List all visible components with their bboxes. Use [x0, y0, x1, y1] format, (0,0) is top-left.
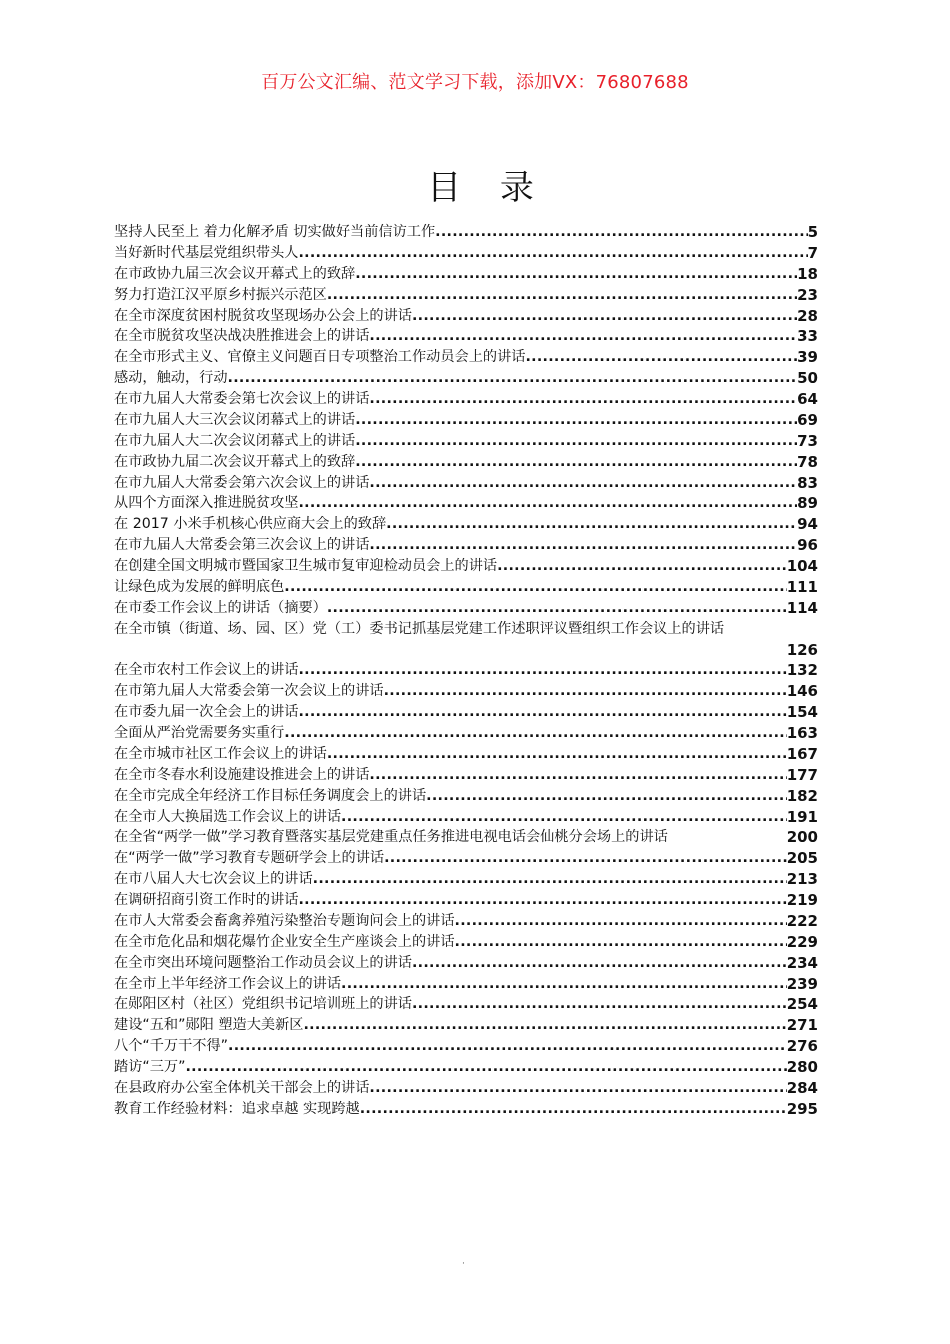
toc-entry[interactable]	[114, 556, 818, 577]
toc-entry-title: 八个“千万干不得”	[114, 1038, 229, 1055]
toc-entry-title: 在创建全国文明城市暨国家卫生城市复审迎检动员会上的讲话	[114, 558, 498, 574]
toc-entry-page: 191	[786, 807, 818, 826]
toc-entry-page: 73	[797, 431, 818, 450]
toc-entry[interactable]	[114, 431, 818, 452]
toc-leader-dots	[228, 1036, 787, 1057]
toc-entry-title: 在全市上半年经济工作会议上的讲话	[114, 975, 342, 992]
toc-entry-title: 在全市脱贫攻坚决战决胜推进会上的讲话	[114, 328, 370, 345]
toc-entry-title: 在郧阳区村（社区）党组织书记培训班上的讲话	[114, 996, 412, 1013]
toc-entry-page: 167	[786, 744, 818, 763]
toc-entry-page: 126	[786, 640, 818, 659]
toc-entry[interactable]	[114, 410, 818, 431]
toc-entry[interactable]	[114, 326, 818, 347]
toc-entry-page: 254	[786, 995, 818, 1014]
toc-leader-dots	[298, 890, 786, 911]
toc-leader-dots	[228, 368, 798, 389]
toc-leader-dots	[284, 577, 786, 598]
toc-leader-dots	[327, 598, 787, 619]
toc-entry-title: 在市八届人大七次会议上的讲话	[114, 871, 313, 888]
toc-entry[interactable]	[114, 619, 818, 661]
toc-entry-page: 5	[807, 223, 818, 241]
toc-entry-title: 在市九届人大常委会第六次会议上的讲话	[114, 474, 370, 491]
toc-leader-dots	[355, 410, 797, 431]
toc-entry-title: 在市九届人大常委会第七次会议上的讲话	[114, 391, 370, 407]
toc-entry[interactable]	[114, 1036, 818, 1057]
toc-leader-dots	[369, 473, 797, 494]
toc-entry-page: 7	[807, 243, 818, 262]
toc-entry[interactable]	[114, 890, 818, 911]
toc-entry-title: 踏访“三万”	[114, 1059, 186, 1075]
toc-entry-title: 在市九届人大三次会议闭幕式上的讲话	[114, 411, 356, 428]
toc-entry-page: 280	[786, 1058, 818, 1076]
toc-leader-dots	[525, 347, 797, 368]
toc-entry-page: 146	[786, 682, 818, 701]
toc-entry[interactable]	[114, 452, 818, 473]
toc-entry-page: 163	[786, 724, 818, 742]
toc-entry-title: 在“两学一做”学习教育专题研学会上的讲话	[114, 850, 385, 867]
toc-leader-dots	[360, 1099, 787, 1120]
toc-entry[interactable]	[114, 974, 818, 995]
toc-leader-dots	[327, 285, 797, 306]
toc-leader-dots	[369, 326, 797, 347]
toc-entry-page: 89	[797, 494, 818, 513]
toc-leader-dots	[384, 681, 787, 702]
toc-entry[interactable]	[114, 807, 818, 828]
toc-entry[interactable]	[114, 493, 818, 514]
toc-leader-dots	[355, 431, 797, 452]
toc-leader-dots	[369, 765, 786, 786]
toc-entry-page: 271	[786, 1016, 818, 1035]
toc-entry-page: 111	[786, 577, 818, 596]
toc-entry-title: 努力打造江汉平原乡村振兴示范区	[114, 286, 327, 303]
toc-entry-title: 在全市深度贫困村脱贫攻坚现场办公会上的讲话	[114, 307, 412, 324]
toc-entry-title: 在全市突出环境问题整治工作动员会议上的讲话	[114, 954, 412, 971]
promo-header: 百万公文汇编、范文学习下载，添加VX：76807688	[261, 72, 689, 93]
toc-entry[interactable]	[114, 953, 818, 974]
toc-entry-title: 在市委工作会议上的讲话（摘要）	[114, 599, 327, 616]
toc-entry[interactable]	[114, 932, 818, 953]
toc-entry-page: 18	[797, 264, 818, 283]
toc-leader-dots	[298, 702, 786, 723]
toc-entry-title: 教育工作经验材料：追求卓越 实现跨越	[114, 1100, 360, 1117]
toc-entry[interactable]	[114, 577, 818, 598]
toc-entry[interactable]	[114, 514, 818, 535]
toc-entry-page: 39	[797, 348, 818, 367]
toc-entry-title: 坚持人民至上 着力化解矛盾 切实做好当前信访工作	[114, 224, 436, 240]
toc-entry-title: 在调研招商引资工作时的讲话	[114, 892, 299, 908]
toc-entry[interactable]	[114, 306, 818, 327]
toc-entry-page: 213	[786, 870, 818, 889]
page-footer-mark: ·	[462, 1259, 465, 1269]
toc-entry-page: 284	[786, 1078, 818, 1097]
toc-entry-page: 229	[786, 932, 818, 951]
toc-entry[interactable]	[114, 1078, 818, 1099]
toc-entry-page: 23	[797, 285, 818, 304]
toc-leader-dots	[435, 222, 807, 243]
toc-entry-page: 28	[797, 306, 818, 325]
toc-leader-dots	[298, 660, 786, 681]
toc-entry[interactable]	[114, 911, 818, 932]
toc-entry-page: 222	[786, 911, 818, 930]
toc-leader-dots	[369, 389, 797, 410]
toc-entry-page: 295	[786, 1099, 818, 1118]
toc-entry-page: 205	[786, 849, 818, 868]
toc-entry[interactable]	[114, 681, 818, 702]
toc-entry-title: 在市人大常委会畜禽养殖污染整治专题询问会上的讲话	[114, 912, 455, 929]
toc-entry[interactable]	[114, 222, 818, 243]
toc-title: 目 录	[427, 168, 548, 208]
toc-entry-title: 在全市人大换届选工作会议上的讲话	[114, 808, 342, 825]
toc-entry-page: 104	[786, 557, 818, 575]
toc-entry[interactable]	[114, 598, 818, 619]
toc-entry-title: 感动，触动，行动	[114, 370, 228, 387]
toc-entry[interactable]	[114, 264, 818, 285]
toc-leader-dots	[386, 514, 797, 535]
toc-entry[interactable]	[114, 723, 818, 744]
toc-entry[interactable]	[114, 827, 818, 848]
toc-entry-page: 33	[797, 327, 818, 346]
toc-entry[interactable]	[114, 848, 818, 869]
toc-entry-title: 在全市危化品和烟花爆竹企业安全生产座谈会上的讲话	[114, 933, 455, 950]
toc-entry-title: 全面从严治党需要务实重行	[114, 725, 285, 741]
toc-leader-dots	[298, 243, 807, 264]
toc-entry[interactable]	[114, 1099, 818, 1120]
toc-entry[interactable]	[114, 660, 818, 681]
toc-leader-dots	[355, 452, 797, 473]
toc-entry-title: 在市九届人大常委会第三次会议上的讲话	[114, 537, 370, 554]
toc-entry[interactable]	[114, 535, 818, 556]
toc-entry[interactable]	[114, 869, 818, 890]
toc-entry[interactable]	[114, 473, 818, 494]
toc-entry[interactable]	[114, 786, 818, 807]
toc-entry-page: 239	[786, 974, 818, 993]
toc-entry-title: 在全市形式主义、官僚主义问题百日专项整治工作动员会上的讲话	[114, 349, 526, 366]
toc-leader-dots	[369, 1078, 786, 1099]
toc-entry-page: 234	[786, 953, 818, 972]
toc-leader-dots	[327, 744, 787, 765]
toc-entry-title: 当好新时代基层党组织带头人	[114, 244, 299, 261]
toc-entry-page: 200	[786, 828, 818, 847]
toc-leader-dots	[313, 869, 787, 890]
toc-leader-dots	[455, 932, 787, 953]
toc-entry-title: 让绿色成为发展的鲜明底色	[114, 578, 285, 595]
toc-entry-title: 在全省“两学一做”学习教育暨落实基层党建重点任务推进电视电话会仙桃分会场上的讲话	[114, 829, 668, 846]
toc-entry-title: 在市政协九届二次会议开幕式上的致辞	[114, 453, 356, 470]
toc-entry-page: 154	[786, 703, 818, 722]
toc-entry-page: 50	[797, 369, 818, 388]
toc-entry-page: 64	[797, 390, 818, 408]
toc-leader-dots	[412, 306, 797, 327]
toc-entry[interactable]	[114, 368, 818, 389]
toc-entry-title: 在全市冬春水利设施建设推进会上的讲话	[114, 766, 370, 783]
toc-entry-title: 在市第九届人大常委会第一次会议上的讲话	[114, 683, 384, 700]
toc-entry-title: 在县政府办公室全体机关干部会上的讲话	[114, 1079, 370, 1096]
toc-entry-page: 96	[797, 536, 818, 555]
toc-entry[interactable]	[114, 765, 818, 786]
toc-entry-page: 83	[797, 473, 818, 492]
toc-entry-page: 276	[786, 1037, 818, 1056]
toc-leader-dots	[426, 786, 787, 807]
toc-entry-page: 78	[797, 452, 818, 471]
toc-entry[interactable]	[114, 347, 818, 368]
toc-leader-dots	[284, 723, 786, 744]
toc-entry[interactable]	[114, 1015, 818, 1036]
toc-leader-dots	[185, 1057, 786, 1078]
toc-entry-title: 在全市镇（街道、场、园、区）党（工）委书记抓基层党建工作述职评议暨组织工作会议上的讲话	[114, 620, 725, 637]
toc-entry-page: 132	[786, 661, 818, 680]
toc-leader-dots	[412, 994, 787, 1015]
toc-leader-dots	[497, 556, 787, 577]
toc-leader-dots	[341, 974, 787, 995]
toc-leader-dots	[384, 848, 787, 869]
toc-entry-title: 建设“五和”郧阳 塑造大美新区	[114, 1017, 304, 1034]
toc-entry-title: 在全市城市社区工作会议上的讲话	[114, 745, 327, 762]
toc-entry-page: 219	[786, 891, 818, 909]
toc-leader-dots	[303, 1015, 786, 1036]
toc-entry[interactable]	[114, 285, 818, 306]
toc-leader-dots	[455, 911, 787, 932]
toc-leader-dots	[341, 807, 787, 828]
toc-entry-page: 69	[797, 410, 818, 429]
toc-entry-title: 在全市完成全年经济工作目标任务调度会上的讲话	[114, 787, 427, 804]
toc-entry-page: 182	[786, 786, 818, 805]
table-of-contents	[114, 222, 818, 1120]
toc-entry[interactable]	[114, 389, 818, 410]
toc-entry-title: 在市九届人大二次会议闭幕式上的讲话	[114, 432, 356, 449]
toc-leader-dots	[355, 264, 797, 285]
toc-leader-dots	[369, 535, 797, 556]
toc-entry[interactable]	[114, 702, 818, 723]
toc-entry[interactable]	[114, 1057, 818, 1078]
toc-entry-page: 177	[786, 765, 818, 784]
toc-entry-title: 在全市农村工作会议上的讲话	[114, 662, 299, 679]
toc-leader-dots	[412, 953, 787, 974]
toc-entry[interactable]	[114, 994, 818, 1015]
toc-entry-title: 在市委九届一次全会上的讲话	[114, 704, 299, 721]
toc-entry[interactable]	[114, 744, 818, 765]
toc-leader-dots	[298, 493, 797, 514]
toc-entry-page: 114	[786, 598, 818, 617]
toc-entry-title: 从四个方面深入推进脱贫攻坚	[114, 495, 299, 512]
toc-entry-title: 在市政协九届三次会议开幕式上的致辞	[114, 265, 356, 282]
toc-entry-page: 94	[797, 515, 818, 534]
toc-entry-title: 在 2017 小米手机核心供应商大会上的致辞	[114, 516, 387, 533]
toc-entry[interactable]	[114, 243, 818, 264]
